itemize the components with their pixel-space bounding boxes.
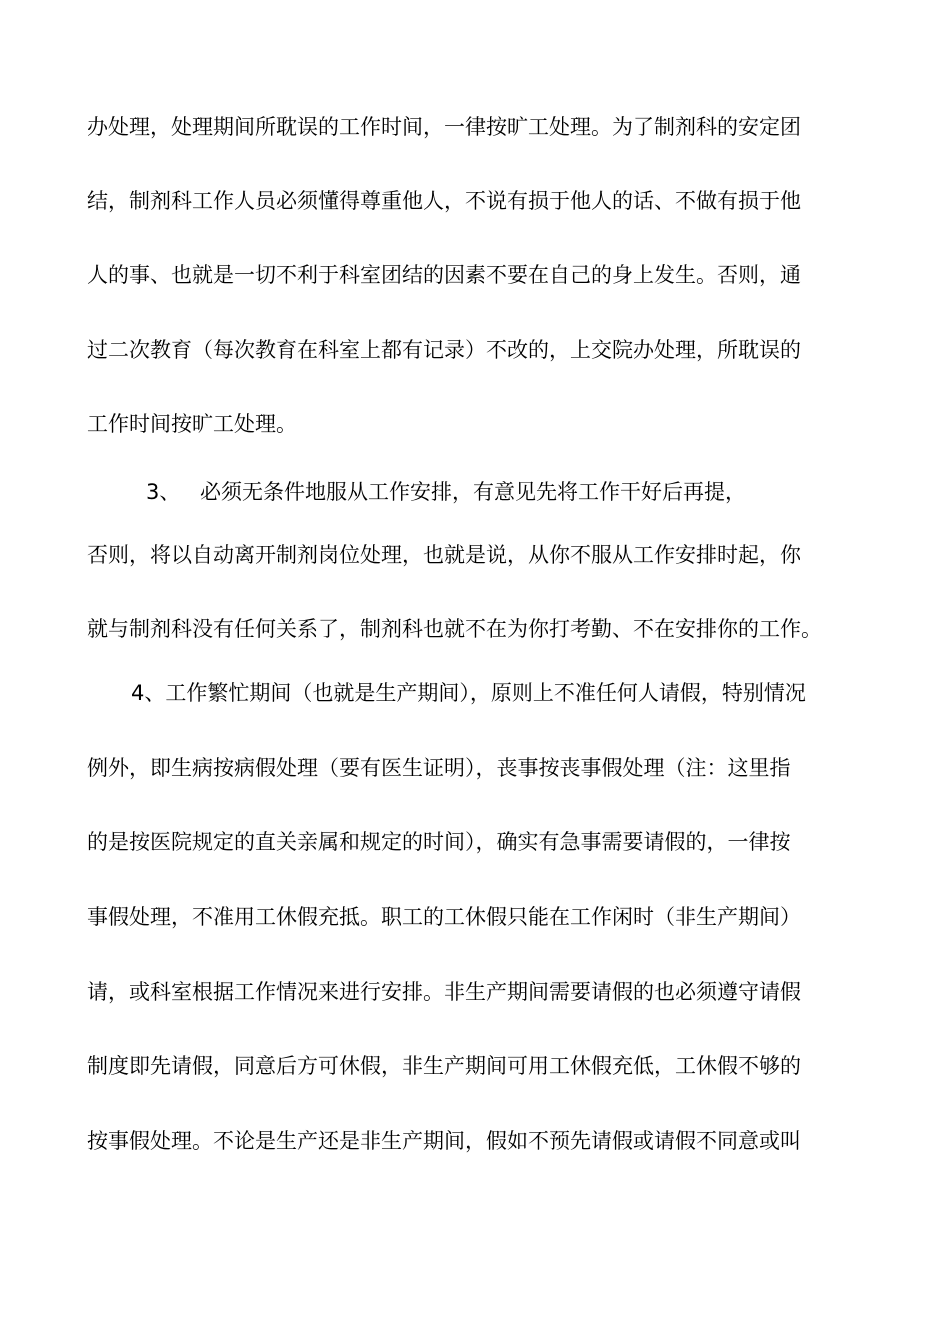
paragraph-line: 人的事、也就是一切不利于科室团结的因素不要在自己的身上发生。否则，通	[87, 263, 801, 287]
paragraph-line: 例外，即生病按病假处理（要有医生证明），丧事按丧事假处理（注：这里指	[87, 756, 791, 780]
paragraph-line: 结，制剂科工作人员必须懂得尊重他人，不说有损于他人的话、不做有损于他	[87, 189, 801, 213]
paragraph-line: 过二次教育（每次教育在科室上都有记录）不改的，上交院办处理，所耽误的	[87, 338, 801, 362]
list-item-text: 必须无条件地服从工作安排，有意见先将工作干好后再提，	[200, 480, 746, 504]
paragraph-line: 事假处理，不准用工休假充抵。职工的工休假只能在工作闲时（非生产期间）	[87, 905, 801, 929]
paragraph-line: 办处理，处理期间所耽误的工作时间，一律按旷工处理。为了制剂科的安定团	[87, 115, 801, 139]
paragraph-line: 的是按医院规定的直关亲属和规定的时间），确实有急事需要请假的，一律按	[87, 830, 791, 854]
list-item-line: 4、工作繁忙期间（也就是生产期间），原则上不准任何人请假，特别情况	[131, 681, 806, 705]
paragraph-line: 就与制剂科没有任何关系了，制剂科也就不在为你打考勤、不在安排你的工作。	[87, 617, 822, 641]
paragraph-line: 按事假处理。不论是生产还是非生产期间，假如不预先请假或请假不同意或叫	[87, 1129, 801, 1153]
list-item-number: 3、	[146, 480, 181, 504]
paragraph-line: 否则，将以自动离开制剂岗位处理，也就是说，从你不服从工作安排时起，你	[87, 543, 801, 567]
paragraph-line: 工作时间按旷工处理。	[87, 412, 297, 436]
paragraph-line: 制度即先请假，同意后方可休假，非生产期间可用工休假充低，工休假不够的	[87, 1054, 801, 1078]
paragraph-line: 请，或科室根据工作情况来进行安排。非生产期间需要请假的也必须遵守请假	[87, 980, 801, 1004]
